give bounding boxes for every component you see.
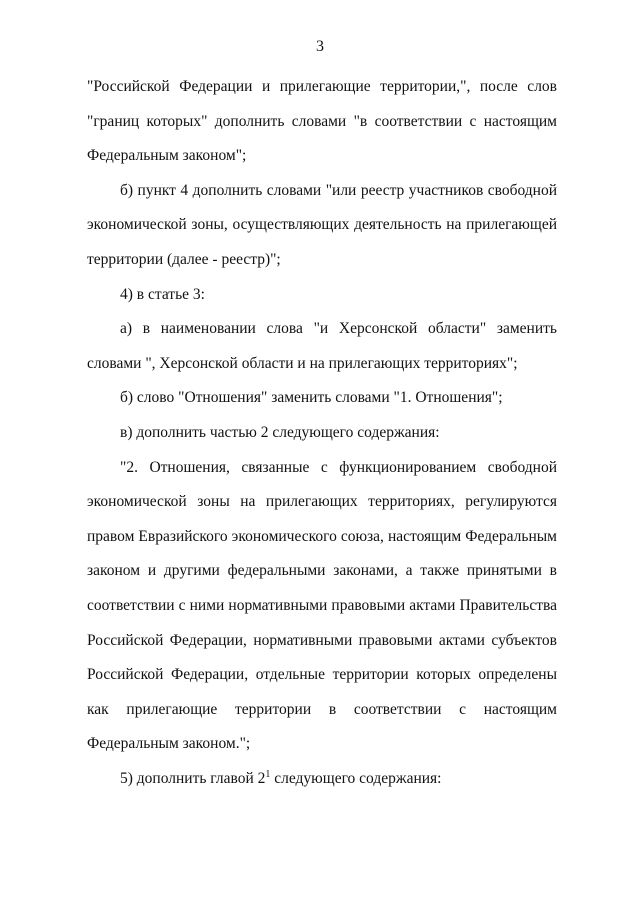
paragraph-2: б) пункт 4 дополнить словами "или реестр участников свободной экономической зоны, осуществляющих деятельность на прилегающей территории (далее - реестр)"; [87,181,557,268]
paragraph-1: "Российской Федерации и прилегающие территории,", после слов "границ которых" дополнить словами "в соответствии с настоящим Федеральным законом"; [87,78,557,165]
page-number: 3 [316,38,324,55]
paragraph-6: в) дополнить частью 2 следующего содержания: [120,423,440,441]
paragraph-7: "2. Отношения, связанные с функционированием свободной экономической зоны на прилегающих территориях, регулируются правом Евразийского экономического союза, настоящим Федеральным законом и другими федеральными законами, а также принятыми в соответствии с ними нормативными правовыми актами Правительства Российской Федерации, нормативными правовыми актами субъектов Российской Федерации, отдельные территории которых определены как прилегающие территории в соответствии с настоящим Федеральным законом."; [87,458,557,753]
document-body [87,70,557,796]
paragraph-8-text-after: следующего содержания: [270,769,442,787]
paragraph-5: б) слово "Отношения" заменить словами "1. Отношения"; [120,389,503,407]
paragraph-3: 4) в статье 3: [120,285,205,303]
paragraph-4: а) в наименовании слова "и Херсонской области" заменить словами ", Херсонской области и на прилегающих территориях"; [87,320,557,372]
paragraph-8-text-before: 5) дополнить главой 2 [120,769,266,787]
chapter-superscript: 1 [265,768,271,780]
paragraph-8 [87,762,557,797]
